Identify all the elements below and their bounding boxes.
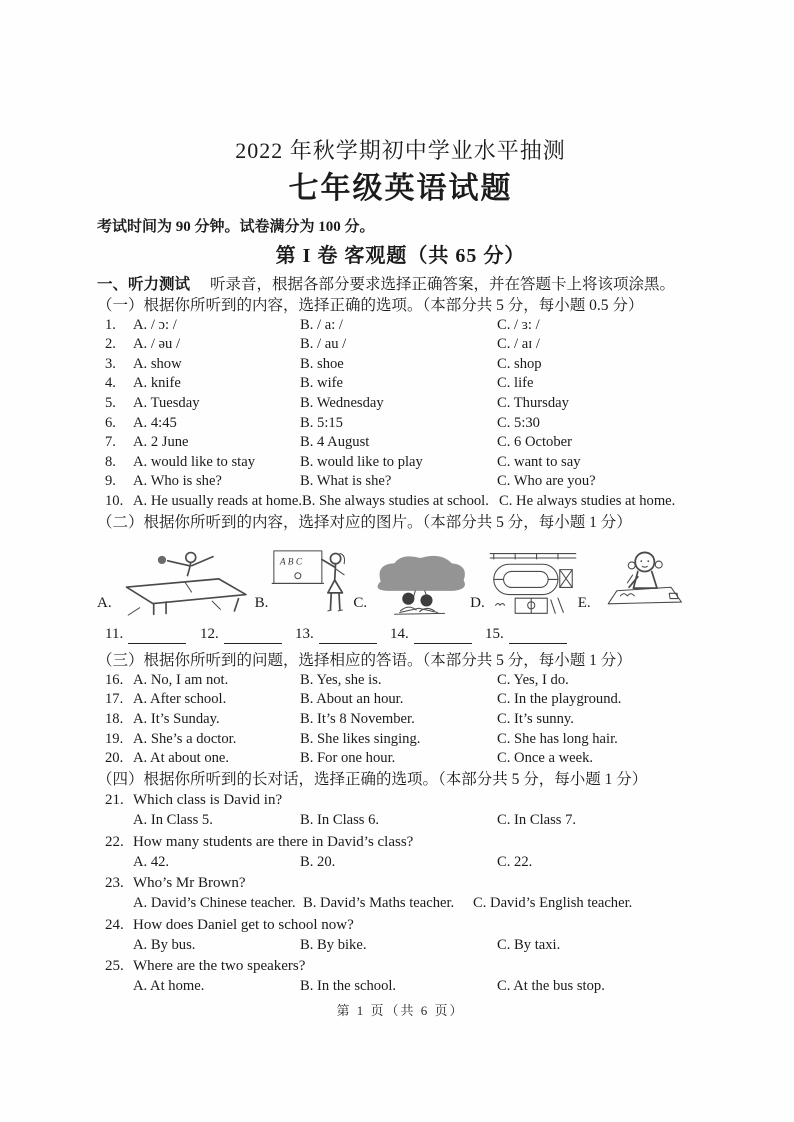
option-a: A. would like to stay — [133, 453, 256, 470]
exam-duration-info: 考试时间为 90 分钟。试卷满分为 100 分。 — [97, 219, 375, 235]
option-c: C. By taxi. — [497, 936, 561, 953]
question-number: 17. — [105, 691, 124, 708]
option-a: A. / əu / — [133, 336, 181, 353]
question-number: 16. — [105, 671, 124, 688]
question-row — [97, 335, 704, 355]
table-tennis-image — [115, 550, 255, 616]
question-line — [97, 790, 704, 810]
exam-subtitle: 七年级英语试题 — [288, 172, 513, 205]
question-row — [97, 671, 704, 691]
option-a: A. / ɔ: / — [133, 316, 177, 333]
option-c: C. want to say — [497, 453, 581, 470]
question-number: 9. — [105, 473, 116, 490]
option-a: A. 4:45 — [133, 414, 177, 431]
question-number: 1. — [105, 316, 116, 333]
question-number: 3. — [105, 355, 116, 372]
question-row — [97, 749, 704, 769]
dialogue-question-block — [97, 832, 704, 872]
blank-line — [128, 629, 186, 644]
question-number: 5. — [105, 394, 116, 411]
question-row — [97, 414, 704, 434]
teacher-blackboard-image — [271, 544, 353, 616]
question-number: 19. — [105, 730, 124, 747]
question-row — [97, 730, 704, 750]
question-text: Which class is David in? — [133, 792, 283, 809]
option-b: B. It’s 8 November. — [300, 710, 415, 727]
answer-blank — [390, 624, 485, 644]
question-number: 22. — [105, 833, 124, 850]
answer-blank — [200, 624, 295, 644]
svg-text:A B C: A B C — [280, 557, 303, 568]
answer-blank — [295, 624, 390, 644]
option-a: A. David’s Chinese teacher. — [133, 895, 296, 912]
option-c: C. In the playground. — [497, 691, 622, 708]
option-a: A. knife — [133, 375, 181, 392]
option-c: C. Once a week. — [497, 750, 594, 767]
picture-option-d — [470, 550, 578, 616]
question-number: 21. — [105, 792, 124, 809]
question-number: 18. — [105, 710, 124, 727]
listening-section-instructions: 听录音，根据各部分要求选择正确答案，并在答题卡上将该项涂黑。 — [210, 276, 676, 293]
picture-label: A. — [97, 595, 112, 612]
question-number: 10. — [105, 492, 124, 509]
question-row — [97, 316, 704, 336]
option-b: B. David’s Maths teacher. — [303, 895, 455, 912]
option-a: A. He usually reads at home. — [133, 492, 302, 509]
dialogue-question-block — [97, 956, 704, 996]
option-a: A. Who is she? — [133, 473, 222, 490]
question-text: How many students are there in David’s class? — [133, 833, 414, 850]
children-reading-under-tree-image — [370, 552, 470, 616]
option-b: B. / au / — [300, 336, 347, 353]
school-playground-image — [488, 550, 578, 616]
question-line — [97, 832, 704, 852]
option-a: A. show — [133, 355, 182, 372]
options-line — [97, 893, 704, 913]
question-number: 24. — [105, 916, 124, 933]
blank-number: 15. — [485, 626, 504, 643]
question-row — [97, 355, 704, 375]
question-row — [97, 394, 704, 414]
picture-label: E. — [577, 595, 591, 612]
option-b: B. / a: / — [300, 316, 343, 333]
exam-title: 2022 年秋学期初中学业水平抽测 — [235, 138, 566, 163]
option-b: B. 4 August — [300, 434, 370, 451]
blank-number: 13. — [295, 626, 314, 643]
question-number: 6. — [105, 414, 116, 431]
blank-line — [224, 629, 282, 644]
picture-options-row — [97, 536, 759, 616]
blank-line — [319, 629, 377, 644]
option-c: C. Thursday — [497, 394, 569, 411]
blank-line — [414, 629, 472, 644]
question-row — [97, 690, 704, 710]
blank-number: 11. — [105, 626, 124, 643]
option-c: C. 22. — [497, 853, 533, 870]
option-b: B. By bike. — [300, 936, 367, 953]
option-c: C. life — [497, 375, 534, 392]
dialogue-question-block — [97, 790, 704, 830]
option-b: B. would like to play — [300, 453, 423, 470]
question-row — [97, 472, 704, 492]
picture-label: B. — [254, 595, 269, 612]
question-number: 8. — [105, 453, 116, 470]
option-b: B. In Class 6. — [300, 812, 380, 829]
option-c: C. At the bus stop. — [497, 978, 605, 995]
question-row — [97, 433, 704, 453]
blank-number: 12. — [200, 626, 219, 643]
option-c: C. / ɜ: / — [497, 316, 540, 333]
listening-part1-header: （一）根据你所听到的内容，选择正确的选项。（本部分共 5 分，每小题 0.5 分） — [97, 297, 644, 314]
option-a: A. After school. — [133, 691, 227, 708]
option-b: B. In the school. — [300, 978, 397, 995]
option-c: C. 6 October — [497, 434, 572, 451]
part1-heading: 第 I 卷 客观题（共 65 分） — [275, 245, 526, 267]
option-b: B. About an hour. — [300, 691, 404, 708]
question-row — [97, 453, 704, 473]
option-a: A. At about one. — [133, 750, 230, 767]
listening-part3-header: （三）根据你所听到的问题，选择相应的答语。（本部分共 5 分，每小题 1 分） — [97, 652, 632, 670]
option-b: B. shoe — [300, 355, 344, 372]
listening-part2-header: （二）根据你所听到的内容，选择对应的图片。（本部分共 5 分，每小题 1 分） — [97, 513, 632, 531]
picture-option-b — [255, 544, 354, 616]
question-row — [97, 492, 704, 512]
question-text: Who’s Mr Brown? — [133, 875, 246, 892]
girl-writing-at-desk-image — [594, 548, 686, 616]
dialogue-question-block — [97, 915, 704, 955]
question-number: 7. — [105, 434, 116, 451]
option-c: C. In Class 7. — [497, 812, 577, 829]
option-b: B. 20. — [300, 853, 336, 870]
option-b: B. She likes singing. — [300, 730, 421, 747]
option-c: C. David’s English teacher. — [473, 895, 633, 912]
picture-option-c — [353, 552, 470, 616]
listening-section-label: 一、听力测试 — [97, 276, 191, 293]
dialogue-question-block — [97, 873, 704, 913]
option-a: A. 42. — [133, 853, 170, 870]
answer-blank — [485, 624, 580, 644]
picture-option-a — [97, 550, 255, 616]
option-b: B. For one hour. — [300, 750, 396, 767]
option-b: B. wife — [300, 375, 343, 392]
option-a: A. It’s Sunday. — [133, 710, 220, 727]
option-a: A. At home. — [133, 978, 205, 995]
option-a: A. No, I am not. — [133, 671, 229, 688]
question-line — [97, 956, 704, 976]
question-number: 23. — [105, 875, 124, 892]
options-line — [97, 976, 704, 996]
option-c: C. He always studies at home. — [499, 492, 676, 509]
options-line — [97, 935, 704, 955]
option-a: A. Tuesday — [133, 394, 200, 411]
question-line — [97, 915, 704, 935]
option-b: B. Yes, she is. — [300, 671, 382, 688]
blank-line — [509, 629, 567, 644]
option-c: C. It’s sunny. — [497, 710, 574, 727]
option-b: B. She always studies at school. — [302, 492, 489, 509]
option-c: C. / aɪ / — [497, 336, 540, 353]
listening-part4-header: （四）根据你所听到的长对话，选择正确的选项。（本部分共 5 分，每小题 1 分） — [97, 770, 648, 788]
option-b: B. What is she? — [300, 473, 392, 490]
option-a: A. By bus. — [133, 936, 196, 953]
option-c: C. Who are you? — [497, 473, 596, 490]
question-number: 20. — [105, 750, 124, 767]
question-text: How does Daniel get to school now? — [133, 916, 354, 933]
option-a: A. She’s a doctor. — [133, 730, 237, 747]
question-number: 2. — [105, 336, 116, 353]
options-line — [97, 852, 704, 872]
option-c: C. Yes, I do. — [497, 671, 569, 688]
picture-label: C. — [353, 595, 368, 612]
option-c: C. She has long hair. — [497, 730, 618, 747]
option-b: B. Wednesday — [300, 394, 384, 411]
picture-option-e — [578, 548, 686, 616]
option-c: C. 5:30 — [497, 414, 540, 431]
listening-section-line — [97, 275, 704, 295]
question-number: 4. — [105, 375, 116, 392]
option-b: B. 5:15 — [300, 414, 343, 431]
blank-number: 14. — [390, 626, 409, 643]
question-number: 25. — [105, 957, 124, 974]
options-line — [97, 810, 704, 830]
page-number-indicator: 第 1 页（共 6 页） — [336, 1003, 465, 1019]
question-row — [97, 374, 704, 394]
option-c: C. shop — [497, 355, 542, 372]
option-a: A. 2 June — [133, 434, 189, 451]
option-a: A. In Class 5. — [133, 812, 213, 829]
picture-label: D. — [470, 595, 485, 612]
question-line — [97, 873, 704, 893]
picture-answer-blanks — [97, 624, 704, 644]
question-row — [97, 710, 704, 730]
answer-blank — [105, 624, 200, 644]
question-text: Where are the two speakers? — [133, 957, 306, 974]
